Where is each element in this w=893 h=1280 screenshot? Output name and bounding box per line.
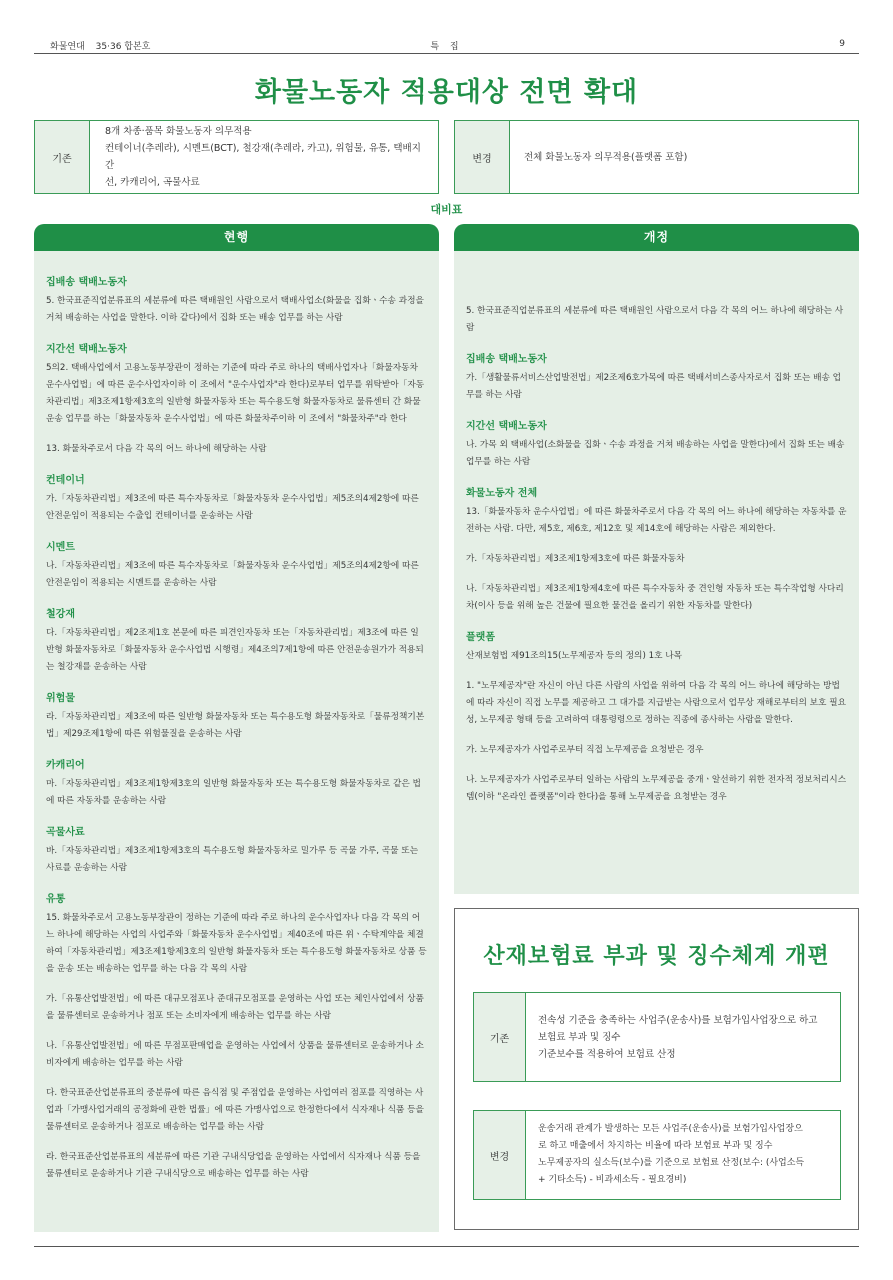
section-text: 나.「유통산업발전법」에 따른 무점포판매업을 운영하는 사업에서 상품을 물류센터로 운송하거나 소비자에게 배송하는 업무를 하는 사람 [46, 1041, 424, 1068]
insurance-after-box [473, 1110, 841, 1200]
section-text: 13. 화물차주로서 다음 각 목의 어느 하나에 해당하는 사람 [46, 444, 267, 454]
section-text: 바.「자동차관리법」제3조제1항제3호의 특수용도형 화물자동차로 밀가루 등 곡물 가루, 곡물 또는 사료를 운송하는 사람 [46, 846, 419, 873]
section-label: 특 집 [430, 42, 463, 52]
publication-name: 화물연대 [50, 42, 85, 52]
section-text: 산재보험법 제91조의15(노무제공자 등의 정의) 1호 나목 [466, 651, 683, 661]
after-label: 변경 [455, 121, 510, 193]
section-text: 15. 화물차주로서 고용노동부장관이 정하는 기준에 따라 주로 하나의 운수사업자나 다음 각 목의 어느 하나에 해당하는 사업의 사업주와「화물자동차 운수사업법」제40조에 따른 위ㆍ수탁계약을 체결하여「자동차관리법」제3조제1항제3호의 일반형 화물자동차 또는 특수용도형 화물자동차로 상품 등을 운송 또는 배송하는 업무를 하는 다음 각 목의 사람 [46, 913, 427, 974]
page-title: 화물노동자 적용대상 전면 확대 [254, 77, 639, 108]
before-line: 8개 차종·품목 화물노동자 의무적용 [105, 126, 252, 137]
revised-column-body [454, 251, 859, 894]
section-title: 플랫폼 [466, 632, 495, 643]
insurance-after-text [526, 1111, 816, 1199]
insurance-reform-box [454, 908, 859, 1230]
insurance-title: 산재보험료 부과 및 징수체계 개편 [483, 944, 830, 969]
after-summary-box [454, 120, 859, 194]
insurance-after-line: 로 하고 매출에서 차지하는 비율에 따라 보험료 부과 및 징수 [538, 1141, 773, 1151]
before-line: 컨테이너(추레라), 시멘트(BCT), 철강재(추레라, 카고), 위험물, 유통, 택배지간 [105, 143, 421, 171]
page-number: 9 [839, 39, 845, 49]
section-text: 라. 한국표준산업분류표의 세분류에 따른 기관 구내식당업을 운영하는 사업에서 식자재나 식품 등을 물류센터로 운송하거나 기관 구내식당으로 배송하는 업무를 하는 사람 [46, 1152, 421, 1179]
page-header [34, 30, 859, 54]
section-text: 나.「자동차관리법」제3조에 따른 특수자동차로「화물자동차 운수사업법」제5조의4제2항에 따른 안전운임이 적용되는 시멘트를 운송하는 사람 [46, 561, 419, 588]
issue-number: 35·36 합본호 [95, 42, 151, 52]
section-title: 컨테이너 [46, 475, 85, 486]
section-title: 곡물사료 [46, 827, 85, 838]
revised-column [454, 224, 859, 894]
revised-column-heading: 개정 [454, 224, 859, 251]
section-title: 철강재 [46, 609, 75, 620]
section-title: 집배송 택배노동자 [46, 277, 127, 288]
insurance-before-label: 기존 [474, 993, 526, 1081]
section-text: 가.「자동차관리법」제3조에 따른 특수자동차로「화물자동차 운수사업법」제5조의4제2항에 따른 안전운임이 적용되는 수출입 컨테이너를 운송하는 사람 [46, 494, 419, 521]
insurance-after-label: 변경 [474, 1111, 526, 1199]
section-text: 라.「자동차관리법」제3조에 따른 일반형 화물자동차 또는 특수용도형 화물자동차로「물류정책기본법」제29조제1항에 따른 위험물질을 운송하는 사람 [46, 712, 425, 739]
insurance-before-text [526, 993, 829, 1081]
section-text: 가.「유통산업발전법」에 따른 대규모점포나 준대규모점포를 운영하는 사업 또는 체인사업에서 상품을 물류센터로 운송하거나 점포 또는 소비자에게 배송하는 업무를 하는 사람 [46, 994, 424, 1021]
section-title: 유통 [46, 894, 66, 905]
section-text: 5. 한국표준직업분류표의 세분류에 따른 택배원인 사람으로서 다음 각 목의 어느 하나에 해당하는 사람 [466, 306, 844, 333]
insurance-before-line: 보험료 부과 및 징수 [538, 1031, 621, 1043]
before-line: 선, 카캐리어, 곡물사료 [105, 177, 200, 188]
insurance-after-line: 노무제공자의 실소득(보수)를 기준으로 보험료 산정(보수: (사업소득 [538, 1158, 805, 1168]
before-summary-box [34, 120, 439, 194]
section-text: 가.「생활물류서비스산업발전법」제2조제6호가목에 따른 택배서비스종사자로서 집화 또는 배송 업무를 하는 사람 [466, 373, 842, 400]
footer-divider [34, 1246, 859, 1247]
section-text: 나. 노무제공자가 사업주로부터 일하는 사람의 노무제공을 중개ㆍ알선하기 위한 전자적 정보처리시스템(이하 "온라인 플랫폼"이라 한다)을 통해 노무제공을 요청받는 경우 [466, 775, 847, 802]
section-title: 지간선 택배노동자 [466, 421, 547, 432]
section-title: 집배송 택배노동자 [466, 354, 547, 365]
section-title: 위험물 [46, 693, 75, 704]
section-text: 13.「화물자동차 운수사업법」에 따른 화물차주로서 다음 각 목의 어느 하나에 해당하는 자동차를 운전하는 사람. 다만, 제5호, 제6호, 제12호 및 제14호에 해당하는 사람은 제외한다. [466, 507, 847, 534]
section-text: 1. "노무제공자"란 자신이 아닌 다른 사람의 사업을 위하여 다음 각 목의 어느 하나에 해당하는 방법에 따라 자신이 직접 노무를 제공하고 그 대가를 지급받는 사람으로서 업무상 재해로부터의 보호 필요성, 노무제공 형태 등을 고려하여 대통령령으로 정하는 직종에 종사하는 사람을 말한다. [466, 681, 846, 725]
section-text: 나.「자동차관리법」제3조제1항제4호에 따른 특수자동차 중 견인형 자동차 또는 특수작업형 사다리차(이사 등을 위해 높은 건물에 필요한 물건을 올리기 위한 자동차를 말한다) [466, 584, 844, 611]
section-text: 마.「자동차관리법」제3조제1항제3호의 일반형 화물자동차 또는 특수용도형 화물자동차로 같은 법에 따른 자동차를 운송하는 사람 [46, 779, 421, 806]
before-text [90, 121, 438, 193]
section-text: 다.「자동차관리법」제2조제1호 본문에 따른 피견인자동차 또는「자동차관리법」제3조에 따른 일반형 화물자동차로「화물자동차 운수사업법 시행령」제4조의7제1항에 따른 안전운송원가가 적용되는 철강재를 운송하는 사람 [46, 628, 424, 672]
section-title: 시멘트 [46, 542, 75, 553]
section-title: 카캐리어 [46, 760, 85, 771]
insurance-before-line: 전속성 기준을 충족하는 사업주(운송사)를 보험가입사업장으로 하고 [538, 1014, 818, 1026]
insurance-before-line: 기준보수를 적용하여 보험료 산정 [538, 1048, 676, 1060]
insurance-before-box [473, 992, 841, 1082]
section-text: 가. 노무제공자가 사업주로부터 직접 노무제공을 요청받은 경우 [466, 745, 704, 755]
section-text: 다. 한국표준산업분류표의 중분류에 따른 음식점 및 주점업을 운영하는 사업여러 점포를 직영하는 사업과「가맹사업거래의 공정화에 관한 법률」에 따른 가맹사업으로 한정한다에서 식자재나 식품 등을 물류센터로 운송하거나 점포로 배송하는 업무를 하는 사람 [46, 1088, 424, 1132]
comparison-table-label: 대비표 [430, 203, 463, 216]
section-title: 지간선 택배노동자 [46, 344, 127, 355]
section-text: 5의2. 택배사업에서 고용노동부장관이 정하는 기준에 따라 주로 하나의 택배사업자나「화물자동차 운수사업법」에 따른 운수사업자이하 이 조에서 "운수사업자"라 한다)로부터 업무를 위탁받아「자동차관리법」제3조제1항제3호의 일반형 화물자동차 또는 특수용도형 화물자동차로 물류센터 간 화물 운송 업무를 하는「화물자동차 운수사업법」에 따른 화물차주이하 이 조에서 "화물차주"라 한다 [46, 363, 425, 424]
insurance-after-line: 운송거래 관계가 발생하는 모든 사업주(운송사)를 보험가입사업장으 [538, 1124, 803, 1134]
section-text: 5. 한국표준직업분류표의 세분류에 따른 택배원인 사람으로서 택배사업소(화물을 집화ㆍ수송 과정을 거쳐 배송하는 사업을 말한다. 이하 같다)에서 집화 또는 배송 업무를 하는 사람 [46, 296, 424, 323]
section-text: 가.「자동차관리법」제3조제1항제3호에 따른 화물자동차 [466, 554, 685, 564]
section-title: 화물노동자 전체 [466, 488, 538, 499]
current-column-body [34, 251, 439, 1232]
current-column-heading: 현행 [34, 224, 439, 251]
insurance-after-line: + 기타소득) - 비과세소득 - 필요경비) [538, 1175, 687, 1185]
after-text [510, 121, 699, 193]
section-text: 나. 가목 외 택배사업(소화물을 집화ㆍ수송 과정을 거쳐 배송하는 사업을 말한다)에서 집화 또는 배송 업무를 하는 사람 [466, 440, 845, 467]
after-line: 전체 화물노동자 의무적용(플랫폼 포함) [524, 151, 688, 163]
current-column [34, 224, 439, 1232]
before-label: 기존 [35, 121, 90, 193]
